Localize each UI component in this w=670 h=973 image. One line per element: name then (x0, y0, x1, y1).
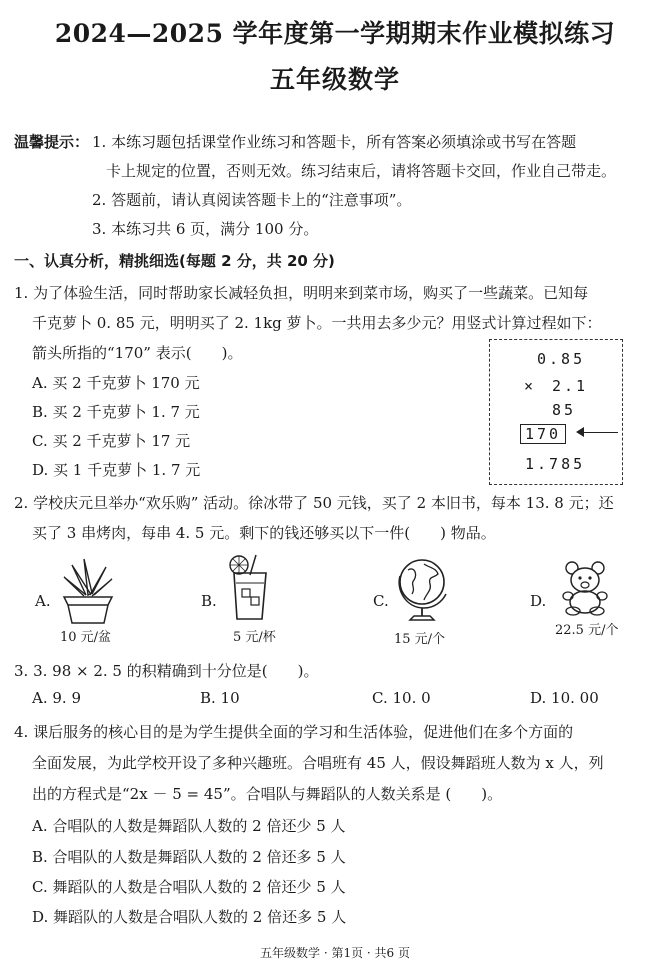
q4-line-2: 全面发展，为此学校开设了多种兴趣班。合唱班有 45 人，假设舞蹈班人数为 x 人，列 (32, 754, 604, 772)
arrow-line (582, 432, 618, 433)
calc-row-3: 85 (552, 401, 577, 419)
page-title: 2024—2025 学年度第一学期期末作业模拟练习 (54, 19, 616, 48)
juice-cup-icon (226, 553, 272, 623)
section-heading: 一、认真分析，精挑细选(每题 2 分，共 20 分) (14, 252, 335, 270)
q4-option-b: B. 合唱队的人数是舞蹈队人数的 2 倍还多 5 人 (32, 848, 346, 866)
q1-option-c: C. 买 2 千克萝卜 17 元 (32, 432, 191, 450)
tip-line-3: 3. 本练习共 6 页，满分 100 分。 (92, 220, 319, 238)
q4-line-1: 4. 课后服务的核心目的是为学生提供全面的学习和生活体验，促进他们在多个方面的 (14, 723, 574, 741)
calc-multiply-sign: × (524, 377, 537, 395)
q1-line-3: 箭头所指的“170” 表示( )。 (32, 344, 243, 362)
calc-row-4-boxed (520, 425, 566, 443)
q2-line-2: 买了 3 串烤肉，每串 4. 5 元。剩下的钱还够买以下一件( ) 物品。 (32, 524, 496, 542)
teddy-bear-icon (560, 560, 612, 616)
q4-line-3: 出的方程式是“2x － 5 = 45”。合唱队与舞蹈队的人数关系是 ( )。 (32, 785, 503, 803)
calc-row-2: 2.1 (552, 377, 589, 395)
globe-icon (394, 554, 450, 626)
calc-row-5: 1.785 (525, 455, 586, 473)
q3-option-c: C. 10. 0 (372, 689, 431, 707)
potted-plant-icon (62, 553, 114, 625)
q2-option-c-letter: C. (373, 592, 389, 610)
q2-option-d-price: 22.5 元/个 (555, 623, 619, 638)
page-footer: 五年级数学 · 第1页 · 共6 页 (260, 946, 410, 960)
q2-option-d-letter: D. (530, 592, 547, 610)
q2-line-1: 2. 学校庆元旦举办“欢乐购” 活动。徐冰带了 50 元钱，买了 2 本旧书，每本 13. 8 元；还 (14, 494, 614, 512)
q2-option-b-price: 5 元/杯 (233, 630, 276, 645)
page-subtitle: 五年级数学 (269, 65, 400, 94)
q2-option-c-price: 15 元/个 (394, 632, 446, 647)
q3-option-b: B. 10 (200, 689, 240, 707)
q3-line-1: 3. 3. 98 × 2. 5 的积精确到十分位是( )。 (14, 662, 319, 680)
q1-line-2: 千克萝卜 0. 85 元，明明买了 2. 1kg 萝卜。一共用去多少元？用竖式计算过程如下： (32, 314, 602, 332)
tips-label: 温馨提示： (14, 133, 90, 151)
calc-row-1: 0.85 (537, 350, 586, 368)
q2-option-a-letter: A. (35, 592, 51, 610)
q2-option-b-letter: B. (201, 592, 217, 610)
tip-line-2: 2. 答题前，请认真阅读答题卡上的“注意事项”。 (92, 191, 412, 209)
q4-option-c: C. 舞蹈队的人数是合唱队人数的 2 倍还少 5 人 (32, 878, 346, 896)
q1-option-b: B. 买 2 千克萝卜 1. 7 元 (32, 403, 200, 421)
tip-line-1b: 卡上规定的位置，否则无效。练习结束后，请将答题卡交回，作业自己带走。 (106, 162, 617, 180)
q2-option-a-price: 10 元/盆 (60, 630, 112, 645)
q3-option-a: A. 9. 9 (32, 689, 81, 707)
q4-option-d: D. 舞蹈队的人数是合唱队人数的 2 倍还多 5 人 (32, 908, 347, 926)
q1-option-d: D. 买 1 千克萝卜 1. 7 元 (32, 461, 201, 479)
q1-line-1: 1. 为了体验生活，同时帮助家长减轻负担，明明来到菜市场，购买了一些蔬菜。已知每 (14, 284, 589, 302)
q3-option-d: D. 10. 00 (530, 689, 599, 707)
tip-line-1: 1. 本练习题包括课堂作业练习和答题卡，所有答案必须填涂或书写在答题 (92, 133, 577, 151)
q1-option-a: A. 买 2 千克萝卜 170 元 (32, 374, 200, 392)
boxed-170: 170 (520, 424, 566, 444)
q4-option-a: A. 合唱队的人数是舞蹈队人数的 2 倍还少 5 人 (32, 817, 346, 835)
